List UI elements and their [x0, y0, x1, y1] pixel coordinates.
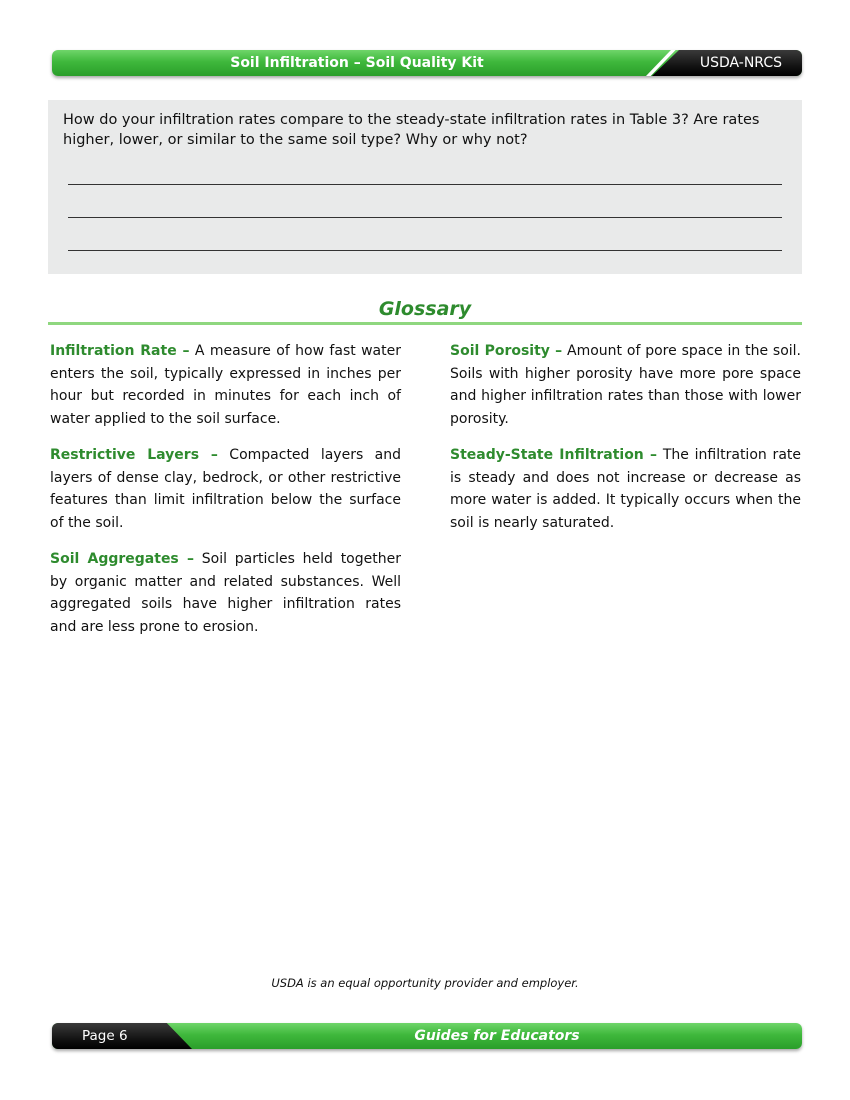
glossary-column-left — [50, 340, 401, 652]
glossary-term: Restrictive Layers – — [50, 447, 218, 463]
footer-bar — [52, 1023, 802, 1049]
question-box — [48, 100, 802, 274]
glossary-entry-infiltration-rate — [50, 340, 401, 430]
glossary-entry-soil-porosity — [450, 340, 801, 430]
glossary-definition: Soil particles held together by organic matter and related substances. Well aggregated soils have higher infiltration rates and are less prone to erosion. — [50, 551, 401, 635]
question-text: How do your infiltration rates compare to the steady-state infiltration rates in Table 3? Are rates higher, lower, or similar to the same soil type? Why or why not? — [63, 112, 760, 148]
equal-opportunity-statement: USDA is an equal opportunity provider and employer. — [271, 976, 579, 990]
glossary-entry-steady-state-infiltration — [450, 444, 801, 534]
footer-series-title: Guides for Educators — [414, 1028, 580, 1044]
page-number: Page 6 — [82, 1028, 128, 1044]
glossary-heading: Glossary — [378, 298, 472, 320]
glossary-term: Soil Porosity – — [450, 343, 563, 359]
glossary-entry-soil-aggregates — [50, 548, 401, 638]
glossary-term: Steady-State Infiltration – — [450, 447, 657, 463]
answer-line[interactable] — [68, 250, 782, 251]
glossary-term: Soil Aggregates – — [50, 551, 194, 567]
glossary-term: Infiltration Rate – — [50, 343, 190, 359]
header-bar — [52, 50, 802, 76]
glossary-entry-restrictive-layers — [50, 444, 401, 534]
glossary-definition: A measure of how fast water enters the soil, typically expressed in inches per hour but recorded in minutes for each inch of water applied to the soil surface. — [50, 343, 401, 427]
glossary-divider — [48, 322, 802, 325]
glossary-definition: The infiltration rate is steady and does not increase or decrease as more water is added. It typically occurs when the soil is nearly saturated. — [450, 447, 801, 531]
glossary-column-right — [450, 340, 801, 548]
agency-label: USDA-NRCS — [699, 55, 782, 71]
glossary-definition: Compacted layers and layers of dense clay, bedrock, or other restrictive features than limit infiltration below the surface of the soil. — [50, 447, 401, 531]
answer-line[interactable] — [68, 184, 782, 185]
answer-line[interactable] — [68, 217, 782, 218]
glossary-definition: Amount of pore space in the soil. Soils with higher porosity have more pore space and higher infiltration rates than those with lower porosity. — [450, 343, 801, 427]
document-title: Soil Infiltration – Soil Quality Kit — [230, 55, 484, 71]
